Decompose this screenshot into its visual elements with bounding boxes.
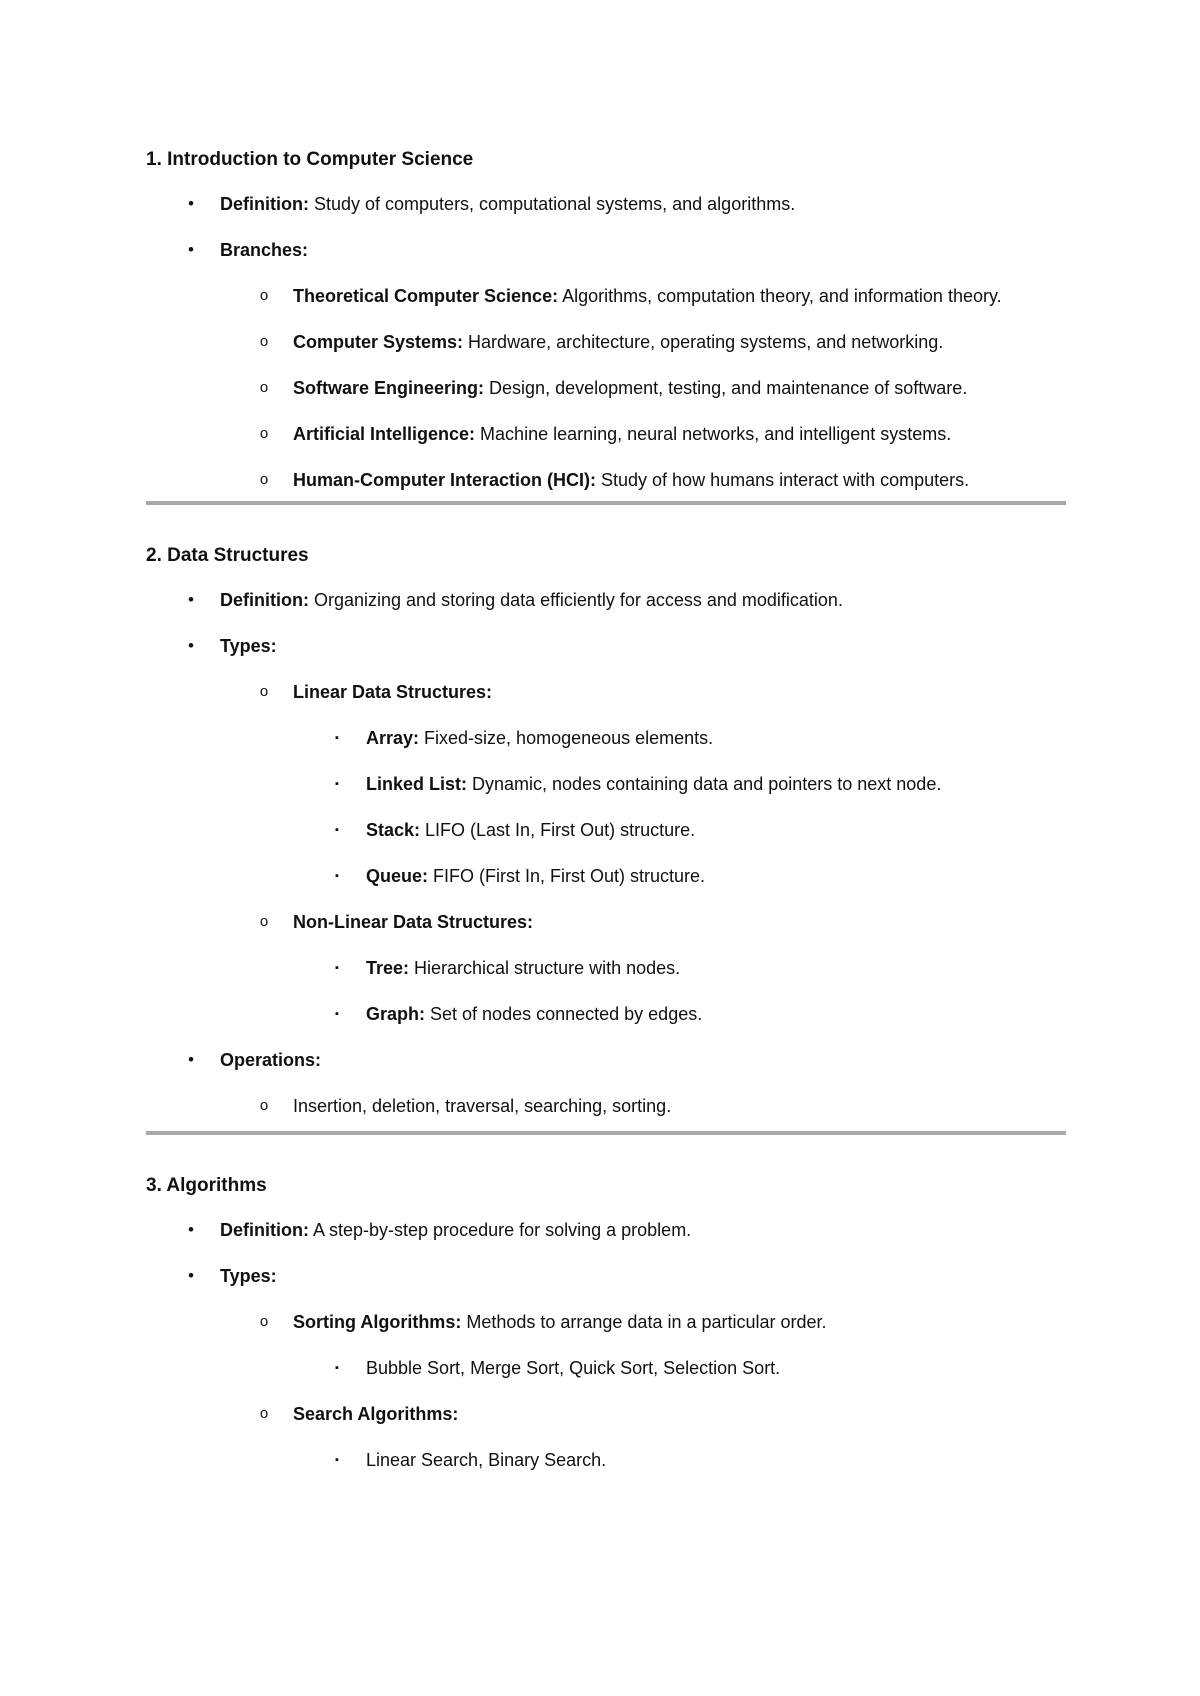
term-label: Linked List: (366, 774, 468, 794)
term-description: FIFO (First In, First Out) structure. (428, 866, 706, 886)
bullet-circle-icon: o (259, 683, 269, 700)
term-label: Search Algorithms: (293, 1404, 459, 1424)
term-label: Sorting Algorithms: (293, 1312, 462, 1332)
term-label: Types: (220, 636, 277, 656)
list-item-nonlinear (146, 907, 1066, 937)
list-item-definition (146, 189, 1066, 219)
list-item-structure (146, 769, 1066, 799)
term-label: Graph: (366, 1004, 426, 1024)
term-label: Definition: (220, 1220, 309, 1240)
list-item-search-examples (146, 1445, 1066, 1475)
bullet-disc-icon: • (188, 240, 194, 259)
bullet-square-icon: ▪ (335, 824, 339, 836)
term-label: Branches: (220, 240, 309, 260)
bullet-disc-icon: • (188, 1050, 194, 1069)
list-item-sorting-examples (146, 1353, 1066, 1383)
term-description: A step-by-step procedure for solving a problem. (308, 1220, 692, 1240)
bullet-square-icon: ▪ (335, 778, 339, 790)
list-item-branch (146, 373, 1066, 403)
term-label: Operations: (220, 1050, 322, 1070)
bullet-square-icon: ▪ (335, 962, 339, 974)
bullet-circle-icon: o (259, 1405, 269, 1422)
term-description: Bubble Sort, Merge Sort, Quick Sort, Selection Sort. (366, 1358, 781, 1378)
term-description: Study of computers, computational systems, and algorithms. (308, 194, 796, 214)
list-item-sorting (146, 1307, 1066, 1337)
list-item-branch (146, 419, 1066, 449)
list-item-linear (146, 677, 1066, 707)
section-title-intro: 1. Introduction to Computer Science (146, 149, 474, 170)
list-item-operations-detail (146, 1091, 1066, 1121)
list-item-types (146, 631, 1066, 661)
bullet-circle-icon: o (259, 379, 269, 396)
term-description: Hardware, architecture, operating systems, and networking. (463, 332, 944, 352)
list-item-structure (146, 953, 1066, 983)
term-label: Definition: (220, 194, 309, 214)
section-title-algorithms: 3. Algorithms (146, 1175, 267, 1196)
term-description: Fixed-size, homogeneous elements. (419, 728, 714, 748)
term-label: Linear Data Structures: (293, 682, 493, 702)
term-description: Algorithms, computation theory, and information theory. (558, 286, 1002, 306)
bullet-disc-icon: • (188, 1266, 194, 1285)
bullet-circle-icon: o (259, 471, 269, 488)
term-description: Linear Search, Binary Search. (366, 1450, 607, 1470)
horizontal-divider (146, 501, 1066, 505)
bullet-square-icon: ▪ (335, 732, 339, 744)
term-label: Definition: (220, 590, 309, 610)
term-label: Queue: (366, 866, 429, 886)
bullet-square-icon: ▪ (335, 1454, 339, 1466)
list-item-structure (146, 815, 1066, 845)
bullet-square-icon: ▪ (335, 870, 339, 882)
document-content (146, 145, 1066, 1491)
bullet-circle-icon: o (259, 333, 269, 350)
list-item-definition (146, 585, 1066, 615)
term-description: Design, development, testing, and maintenance of software. (484, 378, 968, 398)
bullet-disc-icon: • (188, 636, 194, 655)
list-item-operations (146, 1045, 1066, 1075)
term-description: Organizing and storing data efficiently for access and modification. (308, 590, 843, 610)
term-description: Methods to arrange data in a particular order. (461, 1312, 827, 1332)
list-item-branch (146, 281, 1066, 311)
term-label: Theoretical Computer Science: (293, 286, 559, 306)
term-label: Array: (366, 728, 420, 748)
section-title-data-structures: 2. Data Structures (146, 545, 309, 566)
list-item-definition (146, 1215, 1066, 1245)
bullet-disc-icon: • (188, 590, 194, 609)
list-item-structure (146, 861, 1066, 891)
term-label: Artificial Intelligence: (293, 424, 476, 444)
list-item-structure (146, 723, 1066, 753)
bullet-circle-icon: o (259, 913, 269, 930)
list-item-search (146, 1399, 1066, 1429)
list-item-branch (146, 327, 1066, 357)
term-label: Human-Computer Interaction (HCI): (293, 470, 596, 490)
list-item-types (146, 1261, 1066, 1291)
bullet-disc-icon: • (188, 1220, 194, 1239)
bullet-circle-icon: o (259, 287, 269, 304)
bullet-circle-icon: o (259, 425, 269, 442)
term-description: LIFO (Last In, First Out) structure. (420, 820, 696, 840)
bullet-circle-icon: o (259, 1313, 269, 1330)
term-description: Set of nodes connected by edges. (425, 1004, 703, 1024)
term-description: Insertion, deletion, traversal, searching, sorting. (293, 1096, 672, 1116)
term-description: Machine learning, neural networks, and intelligent systems. (475, 424, 952, 444)
term-description: Dynamic, nodes containing data and pointers to next node. (467, 774, 942, 794)
term-label: Tree: (366, 958, 410, 978)
term-description: Study of how humans interact with computers. (596, 470, 970, 490)
list-item-branches (146, 235, 1066, 265)
horizontal-divider (146, 1131, 1066, 1135)
term-label: Computer Systems: (293, 332, 464, 352)
term-description: Hierarchical structure with nodes. (409, 958, 681, 978)
bullet-square-icon: ▪ (335, 1008, 339, 1020)
term-label: Non-Linear Data Structures: (293, 912, 534, 932)
bullet-disc-icon: • (188, 194, 194, 213)
bullet-circle-icon: o (259, 1097, 269, 1114)
list-item-structure (146, 999, 1066, 1029)
term-label: Software Engineering: (293, 378, 485, 398)
bullet-square-icon: ▪ (335, 1362, 339, 1374)
list-item-branch (146, 465, 1066, 495)
term-label: Types: (220, 1266, 277, 1286)
term-label: Stack: (366, 820, 421, 840)
